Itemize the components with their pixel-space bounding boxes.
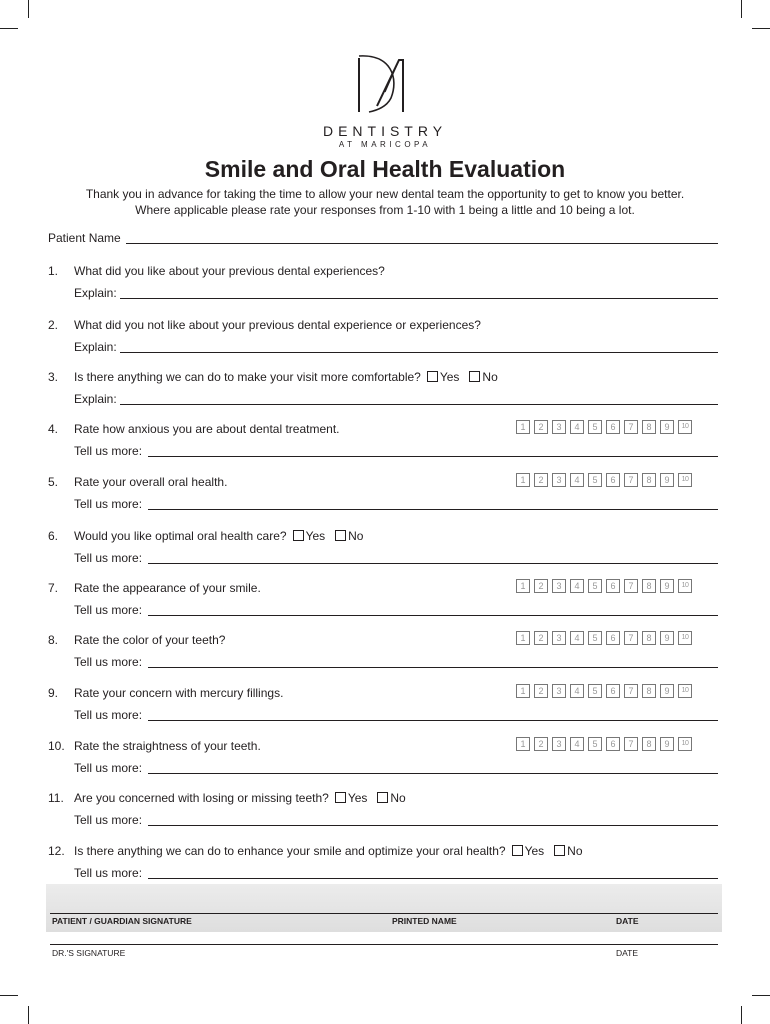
question-text: [74, 739, 261, 753]
follow-up-label: Tell us more:: [74, 708, 143, 722]
question-6: [0, 529, 770, 569]
question-4: [0, 422, 770, 462]
crop-mark: [741, 1006, 742, 1024]
rating-box-7[interactable]: 7: [624, 473, 638, 487]
question-label: What did you like about your previous dental experiences?: [74, 264, 385, 278]
yes-label: Yes: [439, 370, 460, 384]
rating-box-5[interactable]: 5: [588, 473, 602, 487]
intro-line-1: Thank you in advance for taking the time to allow your new dental team the opportunity to get to know you better.: [85, 187, 685, 201]
rating-box-2[interactable]: 2: [534, 579, 548, 593]
rating-box-4[interactable]: 4: [570, 631, 584, 645]
doctor-signature-label: DR.'S SIGNATURE: [52, 948, 126, 958]
follow-up-label: Tell us more:: [74, 655, 143, 669]
question-label: Rate the straightness of your teeth.: [74, 739, 261, 753]
question-5: [0, 475, 770, 515]
question-3: [0, 370, 770, 410]
crop-mark: [752, 995, 770, 996]
follow-up-label: Tell us more:: [74, 813, 143, 827]
question-number: 12.: [48, 844, 65, 858]
rating-box-10[interactable]: 10: [678, 579, 692, 593]
question-number: 4.: [48, 422, 59, 436]
rating-box-10[interactable]: 10: [678, 631, 692, 645]
question-label: Rate the appearance of your smile.: [74, 581, 261, 595]
crop-mark: [0, 995, 18, 996]
rating-box-7[interactable]: 7: [624, 737, 638, 751]
question-number: 6.: [48, 529, 59, 543]
patient-signature-label: PATIENT / GUARDIAN SIGNATURE: [52, 916, 192, 926]
rating-box-9[interactable]: 9: [660, 684, 674, 698]
yes-label: Yes: [347, 791, 368, 805]
question-8: [0, 633, 770, 673]
question-number: 8.: [48, 633, 59, 647]
rating-box-8[interactable]: 8: [642, 579, 656, 593]
no-checkbox[interactable]: [335, 530, 346, 541]
rating-box-6[interactable]: 6: [606, 473, 620, 487]
follow-up-label: Tell us more:: [74, 444, 143, 458]
intro-line-2: Where applicable please rate your responses from 1-10 with 1 being a little and 10 being a lot.: [135, 203, 635, 217]
rating-box-10[interactable]: 10: [678, 420, 692, 434]
rating-box-9[interactable]: 9: [660, 737, 674, 751]
no-label: No: [567, 844, 583, 858]
question-text: [74, 633, 225, 647]
question-11: [0, 791, 770, 831]
question-label: Is there anything we can do to enhance your smile and optimize your oral health?: [74, 844, 506, 858]
crop-mark: [28, 0, 29, 18]
rating-box-8[interactable]: 8: [642, 420, 656, 434]
question-label: What did you not like about your previous dental experience or experiences?: [74, 318, 481, 332]
rating-box-4[interactable]: 4: [570, 579, 584, 593]
rating-box-8[interactable]: 8: [642, 631, 656, 645]
rating-box-4[interactable]: 4: [570, 420, 584, 434]
question-label: Is there anything we can do to make your visit more comfortable?: [74, 370, 421, 384]
rating-scale: [516, 737, 692, 751]
no-label: No: [390, 791, 406, 805]
answer-line[interactable]: [148, 773, 718, 774]
answer-line[interactable]: [148, 667, 718, 668]
brand-location: AT MARICOPA: [338, 140, 432, 149]
rating-box-4[interactable]: 4: [570, 473, 584, 487]
question-1: [0, 264, 770, 304]
question-text: [74, 318, 481, 332]
follow-up-label: Explain:: [74, 392, 117, 406]
patient-name-field[interactable]: [126, 243, 718, 244]
question-text: [74, 370, 498, 384]
yes-checkbox[interactable]: [427, 371, 438, 382]
rating-box-10[interactable]: 10: [678, 684, 692, 698]
crop-mark: [0, 28, 18, 29]
question-text: [74, 581, 261, 595]
rating-box-6[interactable]: 6: [606, 631, 620, 645]
rating-box-3[interactable]: 3: [552, 473, 566, 487]
rating-box-5[interactable]: 5: [588, 579, 602, 593]
question-number: 1.: [48, 264, 59, 278]
question-number: 3.: [48, 370, 59, 384]
question-number: 10.: [48, 739, 65, 753]
question-number: 9.: [48, 686, 59, 700]
answer-line[interactable]: [148, 720, 718, 721]
rating-box-3[interactable]: 3: [552, 420, 566, 434]
question-12: [0, 844, 770, 884]
brand-name: DENTISTRY: [322, 123, 448, 139]
answer-line[interactable]: [120, 298, 718, 299]
question-text: [74, 529, 363, 543]
rating-box-5[interactable]: 5: [588, 684, 602, 698]
answer-line[interactable]: [148, 563, 718, 564]
rating-box-10[interactable]: 10: [678, 737, 692, 751]
rating-box-6[interactable]: 6: [606, 684, 620, 698]
rating-box-7[interactable]: 7: [624, 631, 638, 645]
no-checkbox[interactable]: [377, 792, 388, 803]
question-7: [0, 581, 770, 621]
follow-up-label: Tell us more:: [74, 603, 143, 617]
no-label: No: [348, 529, 364, 543]
rating-scale: [516, 420, 692, 434]
question-label: Rate your concern with mercury fillings.: [74, 686, 284, 700]
crop-mark: [28, 1006, 29, 1024]
doctor-date-label: DATE: [616, 948, 639, 958]
rating-box-9[interactable]: 9: [660, 473, 674, 487]
question-text: [74, 422, 340, 436]
answer-line[interactable]: [120, 404, 718, 405]
rating-box-4[interactable]: 4: [570, 684, 584, 698]
rating-box-6[interactable]: 6: [606, 737, 620, 751]
question-number: 7.: [48, 581, 59, 595]
rating-box-8[interactable]: 8: [642, 473, 656, 487]
rating-box-9[interactable]: 9: [660, 579, 674, 593]
rating-box-1[interactable]: 1: [516, 473, 530, 487]
rating-box-6[interactable]: 6: [606, 420, 620, 434]
rating-box-2[interactable]: 2: [534, 473, 548, 487]
rating-box-8[interactable]: 8: [642, 737, 656, 751]
crop-mark: [741, 0, 742, 18]
rating-scale: [516, 684, 692, 698]
question-text: [74, 475, 227, 489]
question-number: 11.: [48, 791, 64, 805]
rating-box-8[interactable]: 8: [642, 684, 656, 698]
date-label: DATE: [616, 916, 639, 926]
rating-scale: [516, 631, 692, 645]
rating-scale: [516, 579, 692, 593]
rating-scale: [516, 473, 692, 487]
no-checkbox[interactable]: [554, 845, 565, 856]
yes-checkbox[interactable]: [293, 530, 304, 541]
rating-box-7[interactable]: 7: [624, 579, 638, 593]
rating-box-3[interactable]: 3: [552, 631, 566, 645]
rating-box-1[interactable]: 1: [516, 684, 530, 698]
patient-name-label: Patient Name: [48, 231, 121, 245]
rating-box-1[interactable]: 1: [516, 737, 530, 751]
question-text: [74, 791, 406, 805]
question-text: [74, 844, 583, 858]
question-label: Rate the color of your teeth?: [74, 633, 226, 647]
question-label: Rate your overall oral health.: [74, 475, 228, 489]
answer-line[interactable]: [120, 352, 718, 353]
follow-up-label: Explain:: [74, 286, 117, 300]
follow-up-label: Tell us more:: [74, 497, 143, 511]
yes-label: Yes: [305, 529, 326, 543]
rating-box-9[interactable]: 9: [660, 420, 674, 434]
follow-up-label: Explain:: [74, 340, 117, 354]
question-9: [0, 686, 770, 726]
rating-box-2[interactable]: 2: [534, 631, 548, 645]
rating-box-6[interactable]: 6: [606, 579, 620, 593]
rating-box-7[interactable]: 7: [624, 420, 638, 434]
question-2: [0, 318, 770, 358]
answer-line[interactable]: [148, 456, 718, 457]
printed-name-label: PRINTED NAME: [392, 916, 457, 926]
rating-box-7[interactable]: 7: [624, 684, 638, 698]
signature-line: [50, 913, 718, 914]
question-number: 2.: [48, 318, 59, 332]
rating-box-2[interactable]: 2: [534, 420, 548, 434]
rating-box-2[interactable]: 2: [534, 684, 548, 698]
question-text: [74, 264, 385, 278]
question-text: [74, 686, 283, 700]
yes-checkbox[interactable]: [512, 845, 523, 856]
no-label: No: [482, 370, 498, 384]
question-number: 5.: [48, 475, 59, 489]
follow-up-label: Tell us more:: [74, 866, 143, 880]
answer-line[interactable]: [148, 878, 718, 879]
rating-box-1[interactable]: 1: [516, 631, 530, 645]
dm-logo-icon: [355, 48, 415, 124]
question-label: Are you concerned with losing or missing teeth?: [74, 791, 329, 805]
crop-mark: [752, 28, 770, 29]
follow-up-label: Tell us more:: [74, 551, 143, 565]
question-10: [0, 739, 770, 779]
rating-box-3[interactable]: 3: [552, 579, 566, 593]
rating-box-5[interactable]: 5: [588, 737, 602, 751]
no-checkbox[interactable]: [469, 371, 480, 382]
rating-box-9[interactable]: 9: [660, 631, 674, 645]
rating-box-5[interactable]: 5: [588, 631, 602, 645]
rating-box-5[interactable]: 5: [588, 420, 602, 434]
yes-checkbox[interactable]: [335, 792, 346, 803]
follow-up-label: Tell us more:: [74, 761, 143, 775]
question-label: Rate how anxious you are about dental treatment.: [74, 422, 340, 436]
doctor-signature-line[interactable]: [50, 944, 718, 945]
answer-line[interactable]: [148, 509, 718, 510]
rating-box-3[interactable]: 3: [552, 684, 566, 698]
answer-line[interactable]: [148, 825, 718, 826]
rating-box-3[interactable]: 3: [552, 737, 566, 751]
rating-box-1[interactable]: 1: [516, 579, 530, 593]
rating-box-1[interactable]: 1: [516, 420, 530, 434]
question-label: Would you like optimal oral health care?: [74, 529, 287, 543]
rating-box-2[interactable]: 2: [534, 737, 548, 751]
yes-label: Yes: [524, 844, 545, 858]
page-title: Smile and Oral Health Evaluation: [204, 156, 566, 182]
answer-line[interactable]: [148, 615, 718, 616]
rating-box-4[interactable]: 4: [570, 737, 584, 751]
rating-box-10[interactable]: 10: [678, 473, 692, 487]
